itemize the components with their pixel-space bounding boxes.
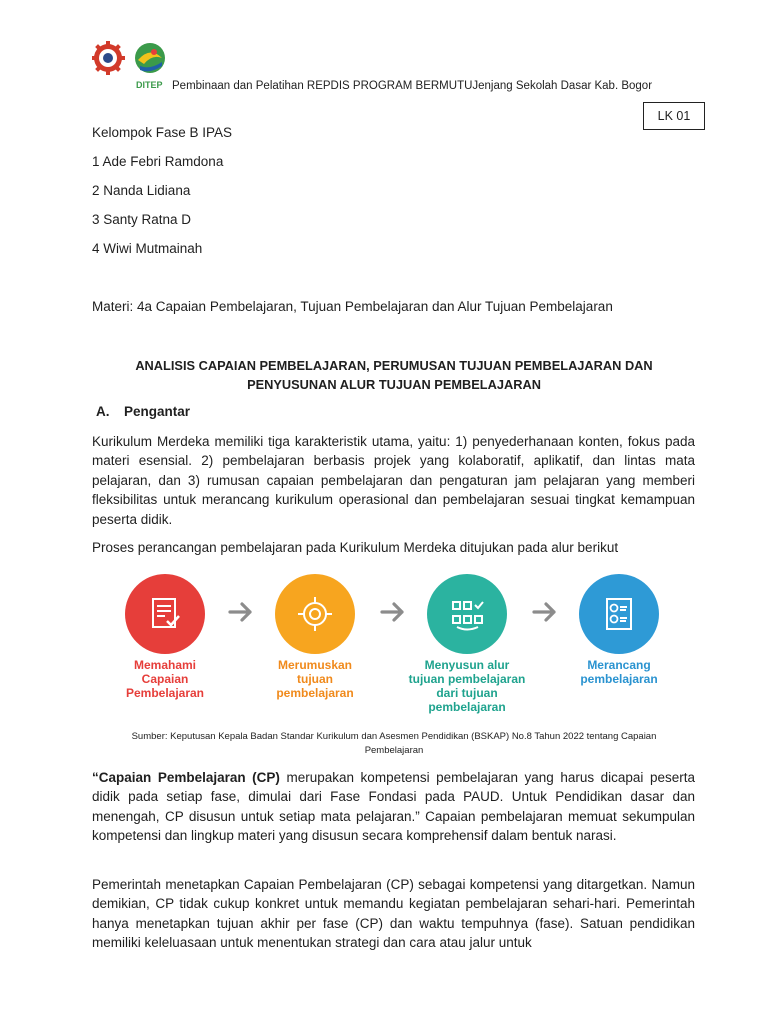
flow-grid-icon [447,594,487,634]
step-label-line: Pembelajaran [125,686,205,700]
step-label [392,658,542,714]
flow-step-formulate-objectives [240,574,390,700]
source-line: Sumber: Keputusan Kepala Badan Standar Kurikulum dan Asesmen Pendidikan (BSKAP) No.8 Tahun 2022 tentang Capaian [131,731,657,742]
ditep-logo-text: DITEP [136,80,163,90]
cp-term: “Capaian Pembelajaran (CP) [92,770,280,785]
main-title [92,356,696,394]
step-label-line: Memahami [133,658,197,672]
group-title: Kelompok Fase B IPAS [92,125,233,140]
document-check-icon [145,594,185,634]
target-icon [295,594,335,634]
step-circle [275,574,355,654]
step-circle [427,574,507,654]
step-label [90,658,240,700]
step-label-line: dari tujuan [436,686,498,700]
process-paragraph: Proses perancangan pembelajaran pada Kurikulum Merdeka ditujukan pada alur berikut [92,540,619,555]
step-label-line: Merancang [587,658,651,672]
step-circle [125,574,205,654]
cp-definition-paragraph [92,768,695,846]
section-heading [92,404,190,419]
intro-paragraph: Kurikulum Merdeka memiliki tiga karakteristik utama, yaitu: 1) penyederhanaan konten, fokus pada materi esensial. 2) pembelajaran berbasis projek yang kolaboratif, aplikatif, dan lintas mata pelajaran, dan 3) rumusan capaian pembelajaran dan pengaturan jam pelajaran yang memberi fleksibilitas untuk merancang kurikulum operasional dan pembelajaran sesuai tingkat kemampuan peserta didik. [92,434,695,527]
flow-step-understand-cp [90,574,240,700]
materi-line: Materi: 4a Capaian Pembelajaran, Tujuan Pembelajaran dan Alur Tujuan Pembelajaran [92,299,613,314]
header-institution-text: Pembinaan dan Pelatihan REPDIS PROGRAM BERMUTUJenjang Sekolah Dasar Kab. Bogor [172,80,653,92]
flow-step-arrange-atp [392,574,542,714]
group-member: 4 Wiwi Mutmainah [92,241,203,256]
step-circle [579,574,659,654]
step-label-line: Menyusun alur [424,658,510,672]
group-member: 1 Ade Febri Ramdona [92,154,224,169]
step-label-line: tujuan [297,672,333,686]
source-line: Pembelajaran [364,745,424,756]
lk-number-box: LK 01 [643,102,705,130]
step-label-line: Capaian [141,672,189,686]
step-label [240,658,390,700]
main-title-line: ANALISIS CAPAIAN PEMBELAJARAN, PERUMUSAN TUJUAN PEMBELAJARAN DAN [135,358,653,373]
flow-step-design-learning [544,574,694,686]
main-title-line: PENYUSUNAN ALUR TUJUAN PEMBELAJARAN [247,377,541,392]
step-label-line: Merumuskan [277,658,353,672]
section-title: Pengantar [124,404,191,419]
government-paragraph: Pemerintah menetapkan Capaian Pembelajaran (CP) sebagai kompetensi yang ditargetkan. Namun demikian, CP tidak cukup konkret untuk memandu kegiatan pembelajaran sehari-hari. Pemerintah hanya menetapkan tujuan akhir per fase (CP) dan waktu tempuhnya (fase). Satuan pendidikan memiliki keleluasaan untuk menentukan strategi dan cara atau jalur untuk [92,877,695,951]
learning-design-flow [92,574,696,724]
group-member: 3 Santy Ratna D [92,212,192,227]
step-label-line: pembelajaran [428,700,506,714]
section-letter: A. [96,404,110,419]
lesson-plan-icon [599,594,639,634]
cp-definition-text: merupakan kompetensi pembelajaran yang harus dicapai peserta didik pada setiap fase, dimulai dari Fase Fondasi pada PAUD. Untuk Pendidikan dasar dan menengah, CP disusun untuk setiap mata pelajaran.” Capaian pembelajaran memuat sekumpulan kompetensi dan lingkup materi yang disusun secara komprehensif dalam bentuk narasi. [92,770,696,844]
group-member: 2 Nanda Lidiana [92,183,191,198]
step-label-line: pembelajaran [276,686,354,700]
step-label-line: pembelajaran [580,672,658,686]
step-label-line: tujuan pembelajaran [408,672,526,686]
figure-source-caption [100,730,688,758]
step-label [544,658,694,686]
